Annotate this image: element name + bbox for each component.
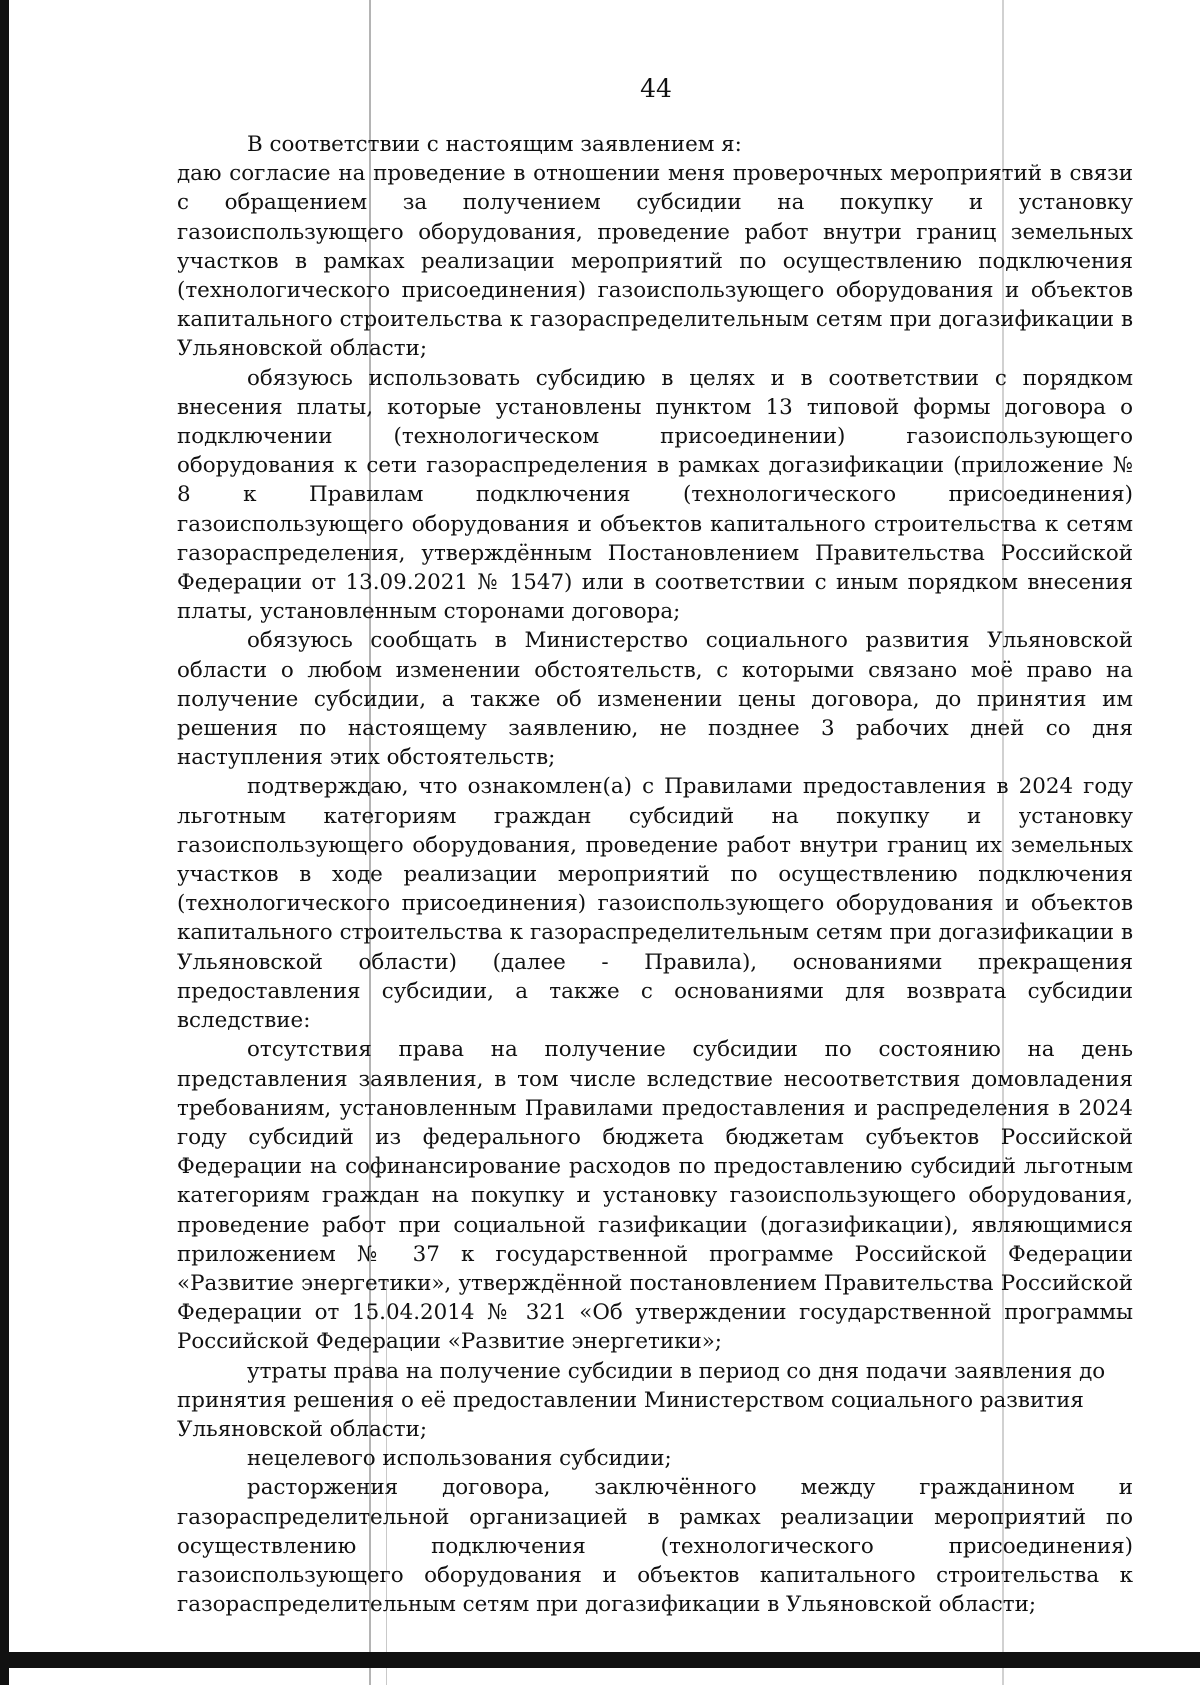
paragraph-misuse: нецелевого использования субсидии; — [247, 1446, 672, 1472]
paragraph-confirm-rules: подтверждаю, что ознакомлен(а) с Правилами предоставления в 2024 году льготным категориям граждан субсидий на покупку и установку газоиспользующего оборудования, проведение работ внутри границ их земельных участков в ходе реализации мероприятий по осуществлению подключения (технологического присоединения) газоиспользующего оборудования и объектов капитального строительства к газораспределительным сетям при догазификации в Ульяновской области) (далее - Правила), основаниями прекращения предоставления субсидии, а также с основаниями для возврата субсидии вследствие: — [177, 774, 1133, 1034]
scan-edge-bottom — [0, 1652, 1200, 1668]
page-number: 44 — [640, 74, 672, 103]
paragraph-loss-of-right: утраты права на получение субсидии в период со дня подачи заявления до принятия решения о её предоставлении Министерством социального развития Ульяновской области; — [177, 1358, 1106, 1442]
scan-edge-left — [0, 0, 9, 1685]
paragraph-termination: расторжения договора, заключённого между гражданином и газораспределительной организацией в рамках реализации мероприятий по осуществлению подключения (технологического присоединения) газоиспользующего оборудования и объектов капитального строительства к газораспределительным сетям при догазификации в Ульяновской области; — [177, 1475, 1133, 1618]
paragraph-use-subsidy: обязуюсь использовать субсидию в целях и в соответствии с порядком внесения платы, которые установлены пунктом 13 типовой формы договора о подключении (технологическом присоединении) газоиспользующего оборудования к сети газораспределения в рамках догазификации (приложение № 8 к Правилам подключения (технологического присоединения) газоиспользующего оборудования и объектов капитального строительства к сетям газораспределения, утверждённым Постановлением Правительства Российской Федерации от 13.09.2021 № 1547) или в соответствии с иным порядком внесения платы, установленным сторонами договора; — [177, 365, 1133, 625]
document-body — [177, 130, 1133, 1619]
intro-line: В соответствии с настоящим заявлением я: — [247, 132, 742, 157]
paragraph-consent: даю согласие на проведение в отношении меня проверочных мероприятий в связи с обращением за получением субсидии на покупку и установку газоиспользующего оборудования, проведение работ внутри границ земельных участков в рамках реализации мероприятий по осуществлению подключения (технологического присоединения) газоиспользующего оборудования и объектов капитального строительства к газораспределительным сетям при догазификации в Ульяновской области; — [177, 161, 1133, 362]
paragraph-notify-ministry: обязуюсь сообщать в Министерство социального развития Ульяновской области о любом изменении обстоятельств, с которыми связано моё право на получение субсидии, а также об изменении цены договора, до принятия им решения по настоящему заявлению, не позднее 3 рабочих дней со дня наступления этих обстоятельств; — [177, 628, 1133, 771]
paragraph-no-right: отсутствия права на получение субсидии по состоянию на день представления заявления, в том числе вследствие несоответствия домовладения требованиям, установленным Правилами предоставления и распределения в 2024 году субсидий из федерального бюджета бюджетам субъектов Российской Федерации на софинансирование расходов по предоставлению субсидий льготным категориям граждан на покупку и установку газоиспользующего оборудования, проведение работ при социальной газификации (догазификации), являющимися приложением № 37 к государственной программе Российской Федерации «Развитие энергетики», утверждённой постановлением Правительства Российской Федерации от 15.04.2014 № 321 «Об утверждении государственной программы Российской Федерации «Развитие энергетики»; — [177, 1037, 1133, 1355]
